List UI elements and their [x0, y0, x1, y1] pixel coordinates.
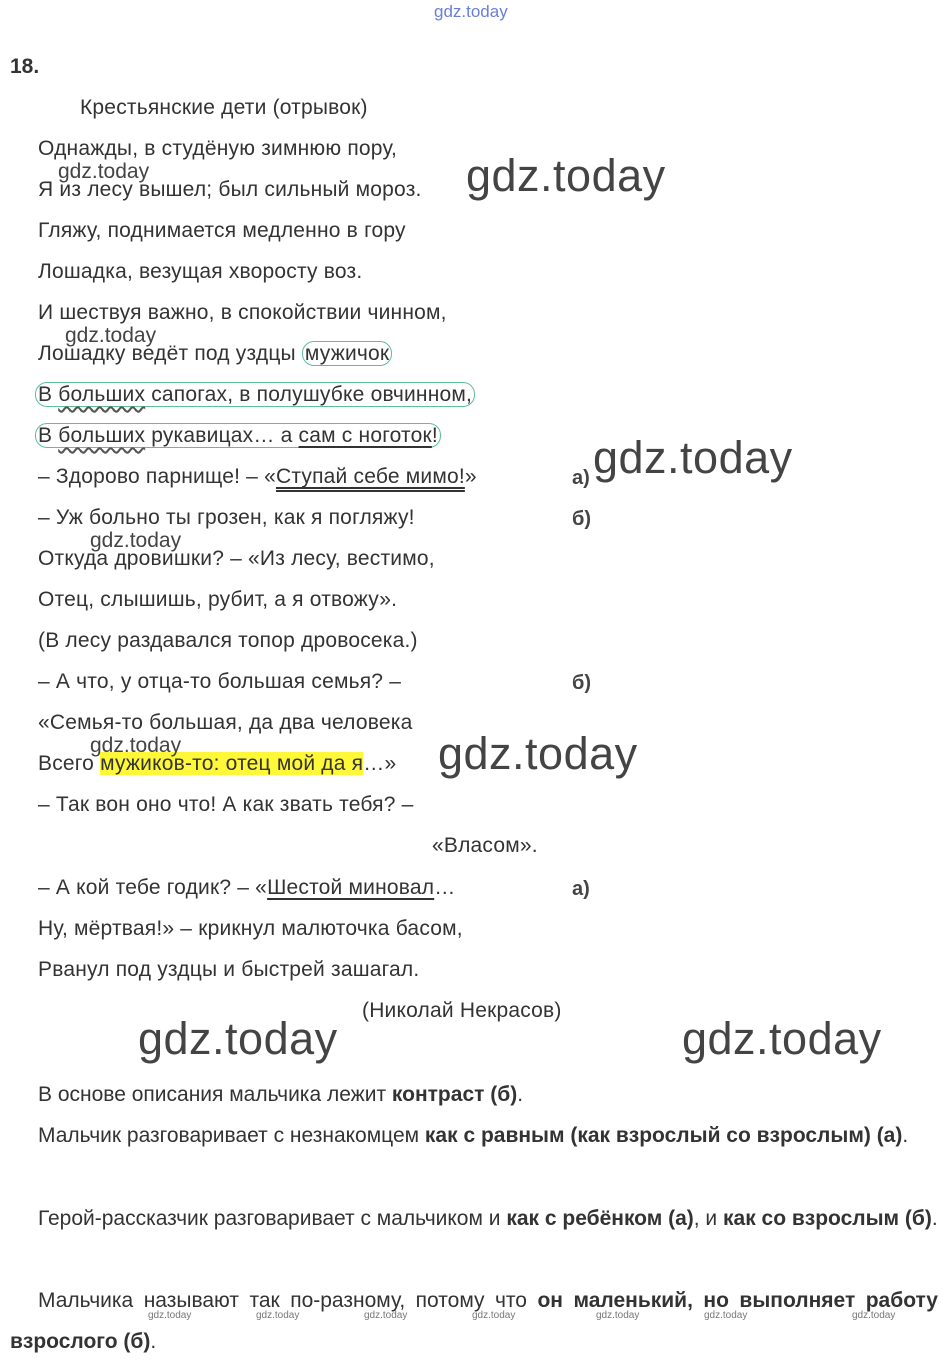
watermark-big-2: gdz.today: [593, 432, 793, 483]
poem-line-6-text: Лошадку ведёт под уздцы: [38, 342, 302, 365]
watermark-big-4: gdz.today: [138, 1013, 338, 1064]
watermark-big-3: gdz.today: [438, 728, 638, 779]
note-a-2: а): [572, 878, 590, 900]
poem-line-2: Я из лесу вышел; был сильный мороз.: [38, 178, 422, 201]
poem-title: Крестьянские дети (отрывок): [80, 96, 368, 119]
poem-line-17: – Так вон оно что! А как звать тебя? –: [38, 793, 414, 816]
watermark-tiny-3: gdz.today: [364, 1310, 408, 1321]
answer-bold-1: контраст (б): [391, 1083, 518, 1106]
watermark-small-4: gdz.today: [90, 734, 182, 757]
note-a-1: а): [572, 467, 590, 489]
poem-line-21: Рванул под уздцы и быстрей зашагал.: [38, 958, 420, 981]
circled-word-muzhichok: мужичок: [302, 341, 392, 366]
poem-line-5: И шествуя важно, в спокойствии чинном,: [38, 301, 447, 324]
watermark-tiny-6: gdz.today: [704, 1310, 748, 1321]
answer-paragraph-3: Герой-рассказчик разговаривает с мальчиком и как с ребёнком (а), и как со взрослым (б).: [38, 1207, 938, 1230]
watermark-small-1: gdz.today: [58, 160, 150, 183]
poem-line-12: Отец, слышишь, рубит, а я отвожу».: [38, 588, 398, 611]
watermark-small-2: gdz.today: [65, 324, 157, 347]
double-underline-stupay: Ступай себе мимо!: [275, 465, 465, 488]
answer-paragraph-4: Мальчика называют так по-разному, потому что он маленький, но выполняет работу взрослого (б).: [10, 1289, 938, 1353]
poem-line-3: Гляжу, поднимается медленно в гору: [38, 219, 406, 242]
wavy-underline-bolshikh-2: больших: [58, 424, 146, 447]
watermark-tiny-4: gdz.today: [472, 1310, 516, 1321]
poem-line-11: Откуда дровишки? – «Из лесу, вестимо,: [38, 547, 435, 570]
underline-shestoy: Шестой миновал: [267, 876, 435, 899]
note-b-1: б): [572, 508, 592, 530]
answer-bold-2: как с равным (как взрослый со взрослым) (а): [424, 1124, 903, 1147]
task-number: 18.: [10, 55, 40, 78]
poem-line-4: Лошадка, везущая хворосту воз.: [38, 260, 363, 283]
watermark-tiny-7: gdz.today: [852, 1310, 896, 1321]
poem-line-7: [35, 383, 475, 407]
watermark-tiny-5: gdz.today: [596, 1310, 640, 1321]
answer-bold-3a: как с ребёнком (а): [506, 1207, 694, 1230]
poem-line-19: – А кой тебе годик? – «Шестой миновал…: [38, 876, 456, 899]
note-b-2: б): [572, 672, 592, 694]
poem-line-9: – Здорово парнище! – «Ступай себе мимо!»: [38, 465, 477, 488]
poem-line-18: «Власом».: [432, 834, 538, 857]
highlighted-muzhikov: мужиков-то: отец мой да я: [100, 752, 364, 775]
poem-line-15: «Семья-то большая, да два человека: [38, 711, 413, 734]
answer-bold-3b: как со взрослым (б): [723, 1207, 932, 1230]
watermark-big-1: gdz.today: [466, 150, 666, 201]
poem-line-8: [35, 424, 441, 448]
watermark-small-3: gdz.today: [90, 529, 182, 552]
wavy-underline-bolshikh-1: больших: [58, 383, 146, 406]
poem-line-20: Ну, мёртвая!» – крикнул малюточка басом,: [38, 917, 463, 940]
watermark-big-5: gdz.today: [682, 1013, 882, 1064]
poem-line-10: – Уж больно ты грозен, как я погляжу!: [38, 506, 415, 529]
poem-line-13: (В лесу раздавался топор дровосека.): [38, 629, 418, 652]
poem-line-1: Однажды, в студёную зимнюю пору,: [38, 137, 398, 160]
watermark-top: gdz.today: [434, 2, 508, 21]
circled-line-8: В больших рукавицах… а сам с ноготок!: [35, 423, 441, 448]
poem-author: (Николай Некрасов): [362, 999, 562, 1022]
watermark-tiny-1: gdz.today: [148, 1310, 192, 1321]
poem-line-16: Всего мужиков-то: отец мой да я…»: [38, 752, 397, 775]
answer-paragraph-2: Мальчик разговаривает с незнакомцем как с равным (как взрослый со взрослым) (а).: [38, 1124, 909, 1147]
watermark-tiny-2: gdz.today: [256, 1310, 300, 1321]
poem-line-14: – А что, у отца-то большая семья? –: [38, 670, 402, 693]
answer-paragraph-1: В основе описания мальчика лежит контраст (б).: [38, 1083, 524, 1106]
answer-bold-4: он маленький, но выполняет работу взрослого (б): [10, 1289, 938, 1353]
underline-sam-s-nogotok: сам с ноготок: [298, 424, 432, 447]
circled-line-7: В больших сапогах, в полушубке овчинном,: [35, 382, 475, 407]
